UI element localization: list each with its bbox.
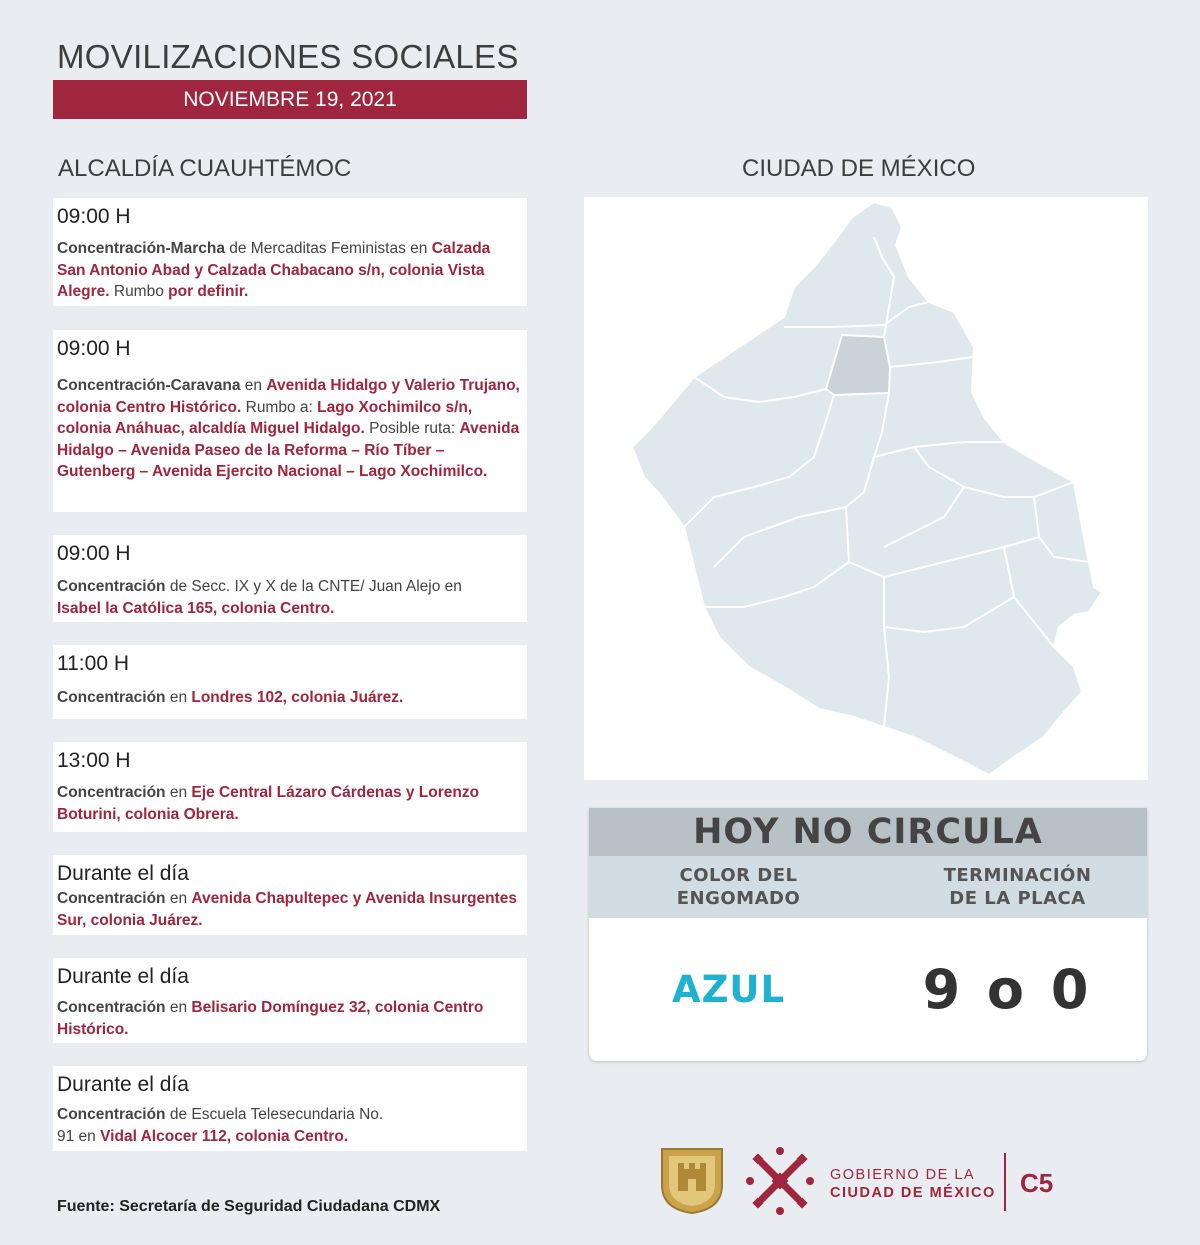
event-text-part: en — [165, 784, 192, 801]
event-description — [57, 888, 521, 931]
cdmx-outline — [632, 202, 1102, 775]
c5-logo: C5 — [1020, 1168, 1054, 1198]
page-title: MOVILIZACIONES SOCIALES — [57, 38, 519, 75]
event-description — [57, 1104, 397, 1147]
event-text-part: en — [165, 689, 192, 706]
city-title: CIUDAD DE MÉXICO — [742, 155, 976, 182]
footer-divider — [1004, 1153, 1006, 1211]
event-text-part: Avenida Chapultepec y Avenida Insurgentes Sur, colonia Juárez. — [57, 890, 517, 929]
event-text-part: de Escuela Telesecundaria No. 91 en — [57, 1106, 384, 1145]
cdmx-map — [584, 197, 1148, 780]
coat-of-arms-icon — [660, 1147, 724, 1215]
event-card — [53, 855, 527, 935]
event-text-part: Calzada San Antonio Abad y Calzada Chabacano s/n, colonia Vista Alegre. — [57, 240, 491, 300]
event-text-part: por definir. — [168, 283, 249, 300]
plate-value: 9 o 0 — [922, 958, 1093, 1021]
gov-line-1: GOBIERNO DE LA — [830, 1167, 976, 1183]
event-description — [57, 375, 521, 483]
event-text-part: Isabel la Católica 165, colonia Centro. — [57, 599, 335, 617]
event-card — [53, 535, 527, 622]
event-text-part: Concentración — [57, 784, 166, 801]
event-text-part: Vidal Alcocer 112, colonia Centro. — [100, 1127, 349, 1145]
event-text-part: Avenida Hidalgo y Valerio Trujano, colonia Centro Histórico. — [57, 377, 520, 416]
event-time: Durante el día — [57, 965, 189, 988]
alcaldia-title: ALCALDÍA CUAUHTÉMOC — [58, 155, 352, 182]
event-text-part: Concentración — [57, 1106, 166, 1123]
event-text-part: Belisario Domínguez 32, colonia Centro Histórico. — [57, 999, 484, 1038]
event-time: 09:00 H — [57, 205, 131, 228]
event-text-part: de Mercaditas Feministas en — [224, 240, 432, 257]
event-description — [57, 576, 477, 619]
event-text-part: de Secc. IX y X de la CNTE/ Juan Alejo en — [165, 578, 462, 595]
color-value: AZUL — [671, 968, 786, 1011]
event-text-part: en — [165, 999, 192, 1016]
event-description — [57, 238, 521, 303]
source-note: Fuente: Secretaría de Seguridad Ciudadana CDMX — [57, 1198, 441, 1215]
event-text-part: en — [165, 890, 192, 907]
plate-label-text: TERMINACIÓN DE LA PLACA — [943, 865, 1092, 909]
event-description — [57, 997, 521, 1040]
event-text-part: en — [240, 377, 267, 394]
event-text-part: Concentración — [57, 999, 166, 1016]
color-label — [589, 856, 888, 918]
event-time: Durante el día — [57, 1073, 189, 1096]
event-text-part: Londres 102, colonia Juárez. — [191, 689, 404, 706]
event-time: 11:00 H — [57, 652, 129, 675]
event-text-part: Rumbo — [109, 283, 169, 300]
cdmx-logo-icon — [744, 1145, 816, 1217]
event-text-part: Concentración — [57, 689, 166, 706]
event-description — [57, 782, 521, 825]
hoy-no-circula-panel — [589, 808, 1147, 1061]
event-text-part: Lago Xochimilco s/n, colonia Anáhuac, alcaldía Miguel Hidalgo. — [57, 398, 473, 437]
event-card — [53, 198, 527, 306]
event-time: 09:00 H — [57, 542, 131, 565]
plate-label — [888, 856, 1147, 918]
event-time: Durante el día — [57, 862, 189, 885]
event-card — [53, 330, 527, 512]
event-text-part: Concentración — [57, 578, 166, 595]
event-time: 09:00 H — [57, 337, 131, 360]
event-card — [53, 1066, 527, 1151]
event-text-part: Concentración-Caravana — [57, 377, 241, 394]
event-card — [53, 958, 527, 1043]
event-description — [57, 687, 521, 709]
gov-line-2: CIUDAD DE MÉXICO — [830, 1185, 996, 1201]
event-text-part: Concentración — [57, 890, 166, 907]
event-text-part: Rumbo a: — [241, 398, 318, 416]
map-panel — [584, 197, 1148, 780]
event-text-part: Avenida Hidalgo – Avenida Paseo de la Reforma – Río Tíber – Gutenberg – Avenida Ejercito Nacional – Lago Xochimilco. — [57, 420, 520, 480]
event-text-part: Posible ruta: — [364, 420, 460, 437]
date-banner: NOVIEMBRE 19, 2021 — [53, 80, 527, 119]
event-card — [53, 645, 527, 719]
event-time: 13:00 H — [57, 749, 131, 772]
event-text-part: Eje Central Lázaro Cárdenas y Lorenzo Boturini, colonia Obrera. — [57, 784, 480, 823]
hnc-title: HOY NO CIRCULA — [589, 808, 1147, 856]
event-card — [53, 742, 527, 832]
gov-wordmark — [830, 1166, 996, 1202]
color-label-text: COLOR DEL ENGOMADO — [676, 865, 801, 909]
event-text-part: Concentración-Marcha — [57, 240, 225, 257]
